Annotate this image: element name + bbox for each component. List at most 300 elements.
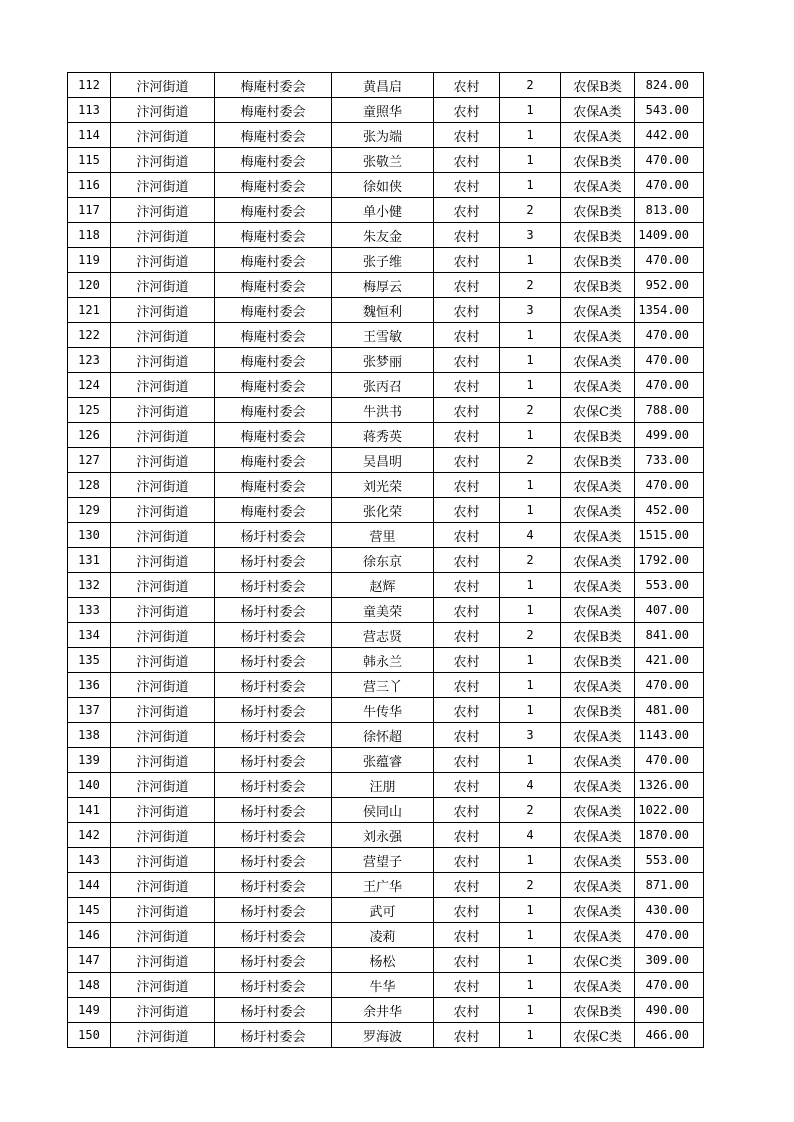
cell-name: 侯同山 <box>332 798 434 823</box>
table-row <box>68 273 704 298</box>
cell-index: 140 <box>68 773 111 798</box>
cell-category: 农村 <box>434 198 500 223</box>
cell-index: 127 <box>68 448 111 473</box>
cell-village-committee: 梅庵村委会 <box>215 448 332 473</box>
table-row <box>68 523 704 548</box>
cell-index: 142 <box>68 823 111 848</box>
cell-village-committee: 梅庵村委会 <box>215 398 332 423</box>
cell-village-committee: 杨圩村委会 <box>215 723 332 748</box>
cell-name: 吴昌明 <box>332 448 434 473</box>
cell-village-committee: 梅庵村委会 <box>215 223 332 248</box>
cell-village-committee: 梅庵村委会 <box>215 248 332 273</box>
cell-subdistrict: 汴河街道 <box>111 273 215 298</box>
cell-insurance-class: 农保A类 <box>561 173 635 198</box>
cell-village-committee: 梅庵村委会 <box>215 73 332 98</box>
table-row <box>68 723 704 748</box>
cell-subdistrict: 汴河街道 <box>111 598 215 623</box>
cell-name: 徐怀超 <box>332 723 434 748</box>
table-row <box>68 498 704 523</box>
cell-insurance-class: 农保A类 <box>561 923 635 948</box>
table-row <box>68 123 704 148</box>
cell-village-committee: 梅庵村委会 <box>215 498 332 523</box>
table-row <box>68 248 704 273</box>
cell-name: 刘光荣 <box>332 473 434 498</box>
cell-category: 农村 <box>434 748 500 773</box>
cell-household-size: 1 <box>500 898 561 923</box>
cell-index: 136 <box>68 673 111 698</box>
cell-index: 132 <box>68 573 111 598</box>
cell-amount: 1326.00 <box>635 773 704 798</box>
table-row <box>68 398 704 423</box>
table-row <box>68 698 704 723</box>
cell-index: 120 <box>68 273 111 298</box>
cell-amount: 421.00 <box>635 648 704 673</box>
cell-amount: 470.00 <box>635 373 704 398</box>
cell-name: 武可 <box>332 898 434 923</box>
cell-household-size: 1 <box>500 248 561 273</box>
cell-insurance-class: 农保A类 <box>561 598 635 623</box>
cell-name: 张化荣 <box>332 498 434 523</box>
cell-index: 121 <box>68 298 111 323</box>
table-row <box>68 848 704 873</box>
table-row <box>68 373 704 398</box>
cell-name: 余井华 <box>332 998 434 1023</box>
cell-name: 赵辉 <box>332 573 434 598</box>
cell-category: 农村 <box>434 98 500 123</box>
cell-index: 133 <box>68 598 111 623</box>
table-row <box>68 448 704 473</box>
cell-village-committee: 梅庵村委会 <box>215 273 332 298</box>
cell-amount: 470.00 <box>635 173 704 198</box>
cell-subdistrict: 汴河街道 <box>111 848 215 873</box>
table-row <box>68 573 704 598</box>
cell-amount: 733.00 <box>635 448 704 473</box>
cell-subdistrict: 汴河街道 <box>111 73 215 98</box>
cell-insurance-class: 农保A类 <box>561 323 635 348</box>
cell-village-committee: 梅庵村委会 <box>215 98 332 123</box>
cell-index: 148 <box>68 973 111 998</box>
cell-amount: 813.00 <box>635 198 704 223</box>
cell-subdistrict: 汴河街道 <box>111 998 215 1023</box>
cell-name: 汪朋 <box>332 773 434 798</box>
cell-amount: 1515.00 <box>635 523 704 548</box>
cell-insurance-class: 农保A类 <box>561 523 635 548</box>
table-row <box>68 973 704 998</box>
cell-subdistrict: 汴河街道 <box>111 773 215 798</box>
cell-index: 150 <box>68 1023 111 1048</box>
cell-insurance-class: 农保B类 <box>561 648 635 673</box>
cell-category: 农村 <box>434 648 500 673</box>
cell-subdistrict: 汴河街道 <box>111 748 215 773</box>
cell-index: 141 <box>68 798 111 823</box>
cell-household-size: 2 <box>500 548 561 573</box>
cell-village-committee: 杨圩村委会 <box>215 598 332 623</box>
cell-amount: 553.00 <box>635 848 704 873</box>
cell-insurance-class: 农保A类 <box>561 123 635 148</box>
cell-insurance-class: 农保A类 <box>561 98 635 123</box>
cell-village-committee: 杨圩村委会 <box>215 848 332 873</box>
table-row <box>68 673 704 698</box>
cell-amount: 499.00 <box>635 423 704 448</box>
table-row <box>68 623 704 648</box>
cell-village-committee: 杨圩村委会 <box>215 673 332 698</box>
cell-index: 149 <box>68 998 111 1023</box>
cell-index: 115 <box>68 148 111 173</box>
cell-household-size: 2 <box>500 448 561 473</box>
cell-subdistrict: 汴河街道 <box>111 498 215 523</box>
cell-village-committee: 梅庵村委会 <box>215 473 332 498</box>
cell-amount: 1022.00 <box>635 798 704 823</box>
cell-insurance-class: 农保A类 <box>561 673 635 698</box>
cell-category: 农村 <box>434 973 500 998</box>
cell-insurance-class: 农保B类 <box>561 623 635 648</box>
table-row <box>68 798 704 823</box>
cell-category: 农村 <box>434 823 500 848</box>
cell-name: 张蕴睿 <box>332 748 434 773</box>
table-row <box>68 473 704 498</box>
cell-village-committee: 杨圩村委会 <box>215 573 332 598</box>
cell-insurance-class: 农保A类 <box>561 823 635 848</box>
cell-household-size: 1 <box>500 598 561 623</box>
cell-amount: 481.00 <box>635 698 704 723</box>
cell-name: 张梦丽 <box>332 348 434 373</box>
cell-index: 113 <box>68 98 111 123</box>
cell-household-size: 1 <box>500 648 561 673</box>
cell-amount: 309.00 <box>635 948 704 973</box>
cell-amount: 442.00 <box>635 123 704 148</box>
cell-index: 147 <box>68 948 111 973</box>
cell-subdistrict: 汴河街道 <box>111 123 215 148</box>
cell-name: 朱友金 <box>332 223 434 248</box>
cell-index: 130 <box>68 523 111 548</box>
cell-name: 王雪敏 <box>332 323 434 348</box>
cell-amount: 1792.00 <box>635 548 704 573</box>
cell-category: 农村 <box>434 623 500 648</box>
cell-category: 农村 <box>434 448 500 473</box>
table-row <box>68 598 704 623</box>
cell-subdistrict: 汴河街道 <box>111 923 215 948</box>
cell-subdistrict: 汴河街道 <box>111 873 215 898</box>
cell-village-committee: 梅庵村委会 <box>215 348 332 373</box>
cell-index: 139 <box>68 748 111 773</box>
cell-village-committee: 杨圩村委会 <box>215 648 332 673</box>
cell-name: 黄昌启 <box>332 73 434 98</box>
table-row <box>68 748 704 773</box>
cell-index: 126 <box>68 423 111 448</box>
cell-amount: 1870.00 <box>635 823 704 848</box>
cell-insurance-class: 农保A类 <box>561 348 635 373</box>
cell-amount: 871.00 <box>635 873 704 898</box>
cell-category: 农村 <box>434 723 500 748</box>
cell-household-size: 2 <box>500 198 561 223</box>
cell-index: 116 <box>68 173 111 198</box>
cell-category: 农村 <box>434 148 500 173</box>
cell-insurance-class: 农保C类 <box>561 948 635 973</box>
cell-amount: 1409.00 <box>635 223 704 248</box>
cell-index: 112 <box>68 73 111 98</box>
cell-village-committee: 杨圩村委会 <box>215 973 332 998</box>
cell-category: 农村 <box>434 248 500 273</box>
cell-name: 童照华 <box>332 98 434 123</box>
cell-category: 农村 <box>434 423 500 448</box>
cell-insurance-class: 农保A类 <box>561 748 635 773</box>
cell-category: 农村 <box>434 598 500 623</box>
table-row <box>68 923 704 948</box>
table-row <box>68 648 704 673</box>
cell-village-committee: 杨圩村委会 <box>215 823 332 848</box>
cell-index: 129 <box>68 498 111 523</box>
cell-village-committee: 杨圩村委会 <box>215 998 332 1023</box>
cell-category: 农村 <box>434 273 500 298</box>
cell-category: 农村 <box>434 373 500 398</box>
cell-name: 营三丫 <box>332 673 434 698</box>
cell-household-size: 1 <box>500 473 561 498</box>
cell-insurance-class: 农保A类 <box>561 898 635 923</box>
cell-name: 牛华 <box>332 973 434 998</box>
table-body <box>68 73 704 1048</box>
cell-household-size: 4 <box>500 523 561 548</box>
cell-category: 农村 <box>434 73 500 98</box>
table-row <box>68 548 704 573</box>
cell-household-size: 1 <box>500 348 561 373</box>
cell-subdistrict: 汴河街道 <box>111 623 215 648</box>
table-row <box>68 898 704 923</box>
cell-household-size: 1 <box>500 698 561 723</box>
cell-index: 138 <box>68 723 111 748</box>
cell-category: 农村 <box>434 898 500 923</box>
cell-subdistrict: 汴河街道 <box>111 673 215 698</box>
cell-amount: 470.00 <box>635 348 704 373</box>
cell-insurance-class: 农保A类 <box>561 573 635 598</box>
cell-village-committee: 杨圩村委会 <box>215 923 332 948</box>
cell-village-committee: 梅庵村委会 <box>215 323 332 348</box>
cell-amount: 1143.00 <box>635 723 704 748</box>
cell-insurance-class: 农保C类 <box>561 1023 635 1048</box>
cell-insurance-class: 农保A类 <box>561 848 635 873</box>
cell-amount: 841.00 <box>635 623 704 648</box>
cell-subdistrict: 汴河街道 <box>111 323 215 348</box>
cell-subdistrict: 汴河街道 <box>111 198 215 223</box>
cell-village-committee: 杨圩村委会 <box>215 798 332 823</box>
cell-index: 134 <box>68 623 111 648</box>
cell-insurance-class: 农保B类 <box>561 423 635 448</box>
cell-insurance-class: 农保B类 <box>561 223 635 248</box>
cell-household-size: 1 <box>500 123 561 148</box>
cell-household-size: 1 <box>500 148 561 173</box>
cell-household-size: 2 <box>500 873 561 898</box>
cell-insurance-class: 农保B类 <box>561 73 635 98</box>
cell-name: 张子维 <box>332 248 434 273</box>
cell-index: 128 <box>68 473 111 498</box>
cell-category: 农村 <box>434 673 500 698</box>
cell-amount: 470.00 <box>635 323 704 348</box>
cell-name: 凌莉 <box>332 923 434 948</box>
cell-name: 杨松 <box>332 948 434 973</box>
table-row <box>68 773 704 798</box>
cell-amount: 543.00 <box>635 98 704 123</box>
cell-household-size: 1 <box>500 98 561 123</box>
cell-household-size: 1 <box>500 323 561 348</box>
cell-insurance-class: 农保B类 <box>561 148 635 173</box>
cell-village-committee: 杨圩村委会 <box>215 873 332 898</box>
cell-name: 童美荣 <box>332 598 434 623</box>
cell-category: 农村 <box>434 223 500 248</box>
cell-subdistrict: 汴河街道 <box>111 398 215 423</box>
cell-subdistrict: 汴河街道 <box>111 573 215 598</box>
cell-amount: 470.00 <box>635 923 704 948</box>
cell-name: 营望子 <box>332 848 434 873</box>
cell-amount: 470.00 <box>635 973 704 998</box>
table-row <box>68 423 704 448</box>
cell-name: 张丙召 <box>332 373 434 398</box>
cell-household-size: 3 <box>500 223 561 248</box>
cell-insurance-class: 农保A类 <box>561 498 635 523</box>
cell-insurance-class: 农保A类 <box>561 298 635 323</box>
cell-amount: 553.00 <box>635 573 704 598</box>
cell-amount: 490.00 <box>635 998 704 1023</box>
cell-household-size: 2 <box>500 398 561 423</box>
cell-insurance-class: 农保A类 <box>561 873 635 898</box>
table-row <box>68 998 704 1023</box>
cell-amount: 470.00 <box>635 148 704 173</box>
cell-village-committee: 杨圩村委会 <box>215 1023 332 1048</box>
table-row <box>68 948 704 973</box>
cell-village-committee: 梅庵村委会 <box>215 373 332 398</box>
cell-subdistrict: 汴河街道 <box>111 723 215 748</box>
cell-amount: 1354.00 <box>635 298 704 323</box>
cell-subdistrict: 汴河街道 <box>111 948 215 973</box>
cell-name: 张为端 <box>332 123 434 148</box>
cell-village-committee: 杨圩村委会 <box>215 523 332 548</box>
cell-category: 农村 <box>434 698 500 723</box>
cell-category: 农村 <box>434 323 500 348</box>
cell-index: 117 <box>68 198 111 223</box>
cell-household-size: 1 <box>500 373 561 398</box>
cell-subdistrict: 汴河街道 <box>111 523 215 548</box>
cell-household-size: 2 <box>500 798 561 823</box>
table-row <box>68 348 704 373</box>
cell-name: 牛洪书 <box>332 398 434 423</box>
cell-category: 农村 <box>434 398 500 423</box>
cell-subdistrict: 汴河街道 <box>111 223 215 248</box>
cell-index: 122 <box>68 323 111 348</box>
cell-subdistrict: 汴河街道 <box>111 348 215 373</box>
cell-name: 刘永强 <box>332 823 434 848</box>
cell-subdistrict: 汴河街道 <box>111 373 215 398</box>
cell-subdistrict: 汴河街道 <box>111 648 215 673</box>
cell-village-committee: 梅庵村委会 <box>215 173 332 198</box>
cell-name: 牛传华 <box>332 698 434 723</box>
cell-household-size: 4 <box>500 773 561 798</box>
cell-subdistrict: 汴河街道 <box>111 823 215 848</box>
table-row <box>68 873 704 898</box>
cell-amount: 430.00 <box>635 898 704 923</box>
table-row <box>68 198 704 223</box>
cell-name: 徐东京 <box>332 548 434 573</box>
cell-household-size: 1 <box>500 573 561 598</box>
cell-insurance-class: 农保A类 <box>561 473 635 498</box>
cell-village-committee: 杨圩村委会 <box>215 548 332 573</box>
cell-name: 罗海波 <box>332 1023 434 1048</box>
cell-subdistrict: 汴河街道 <box>111 298 215 323</box>
cell-household-size: 1 <box>500 1023 561 1048</box>
cell-subdistrict: 汴河街道 <box>111 148 215 173</box>
cell-amount: 470.00 <box>635 673 704 698</box>
cell-subdistrict: 汴河街道 <box>111 173 215 198</box>
cell-insurance-class: 农保A类 <box>561 973 635 998</box>
cell-category: 农村 <box>434 873 500 898</box>
cell-household-size: 1 <box>500 998 561 1023</box>
cell-name: 王广华 <box>332 873 434 898</box>
cell-household-size: 1 <box>500 423 561 448</box>
cell-village-committee: 杨圩村委会 <box>215 773 332 798</box>
cell-amount: 470.00 <box>635 473 704 498</box>
table-row <box>68 73 704 98</box>
cell-category: 农村 <box>434 548 500 573</box>
cell-village-committee: 杨圩村委会 <box>215 623 332 648</box>
cell-amount: 788.00 <box>635 398 704 423</box>
cell-insurance-class: 农保A类 <box>561 548 635 573</box>
cell-category: 农村 <box>434 123 500 148</box>
cell-index: 124 <box>68 373 111 398</box>
cell-village-committee: 梅庵村委会 <box>215 198 332 223</box>
cell-subdistrict: 汴河街道 <box>111 898 215 923</box>
cell-insurance-class: 农保A类 <box>561 798 635 823</box>
cell-insurance-class: 农保C类 <box>561 398 635 423</box>
cell-name: 单小健 <box>332 198 434 223</box>
cell-amount: 470.00 <box>635 748 704 773</box>
cell-insurance-class: 农保B类 <box>561 448 635 473</box>
cell-category: 农村 <box>434 473 500 498</box>
cell-category: 农村 <box>434 998 500 1023</box>
cell-household-size: 2 <box>500 73 561 98</box>
cell-index: 125 <box>68 398 111 423</box>
table-row <box>68 1023 704 1048</box>
cell-subdistrict: 汴河街道 <box>111 548 215 573</box>
cell-household-size: 3 <box>500 298 561 323</box>
cell-category: 农村 <box>434 348 500 373</box>
cell-household-size: 2 <box>500 623 561 648</box>
cell-index: 144 <box>68 873 111 898</box>
cell-village-committee: 梅庵村委会 <box>215 298 332 323</box>
cell-household-size: 4 <box>500 823 561 848</box>
cell-household-size: 1 <box>500 848 561 873</box>
cell-insurance-class: 农保B类 <box>561 273 635 298</box>
cell-name: 梅厚云 <box>332 273 434 298</box>
table-row <box>68 173 704 198</box>
cell-index: 145 <box>68 898 111 923</box>
cell-insurance-class: 农保A类 <box>561 773 635 798</box>
cell-household-size: 1 <box>500 173 561 198</box>
cell-index: 146 <box>68 923 111 948</box>
cell-category: 农村 <box>434 923 500 948</box>
cell-subdistrict: 汴河街道 <box>111 973 215 998</box>
cell-subdistrict: 汴河街道 <box>111 798 215 823</box>
cell-amount: 470.00 <box>635 248 704 273</box>
cell-household-size: 1 <box>500 948 561 973</box>
cell-category: 农村 <box>434 948 500 973</box>
cell-amount: 824.00 <box>635 73 704 98</box>
cell-index: 143 <box>68 848 111 873</box>
table-row <box>68 823 704 848</box>
table-row <box>68 323 704 348</box>
cell-insurance-class: 农保A类 <box>561 373 635 398</box>
cell-amount: 407.00 <box>635 598 704 623</box>
cell-category: 农村 <box>434 773 500 798</box>
cell-subdistrict: 汴河街道 <box>111 248 215 273</box>
cell-amount: 952.00 <box>635 273 704 298</box>
cell-subdistrict: 汴河街道 <box>111 448 215 473</box>
